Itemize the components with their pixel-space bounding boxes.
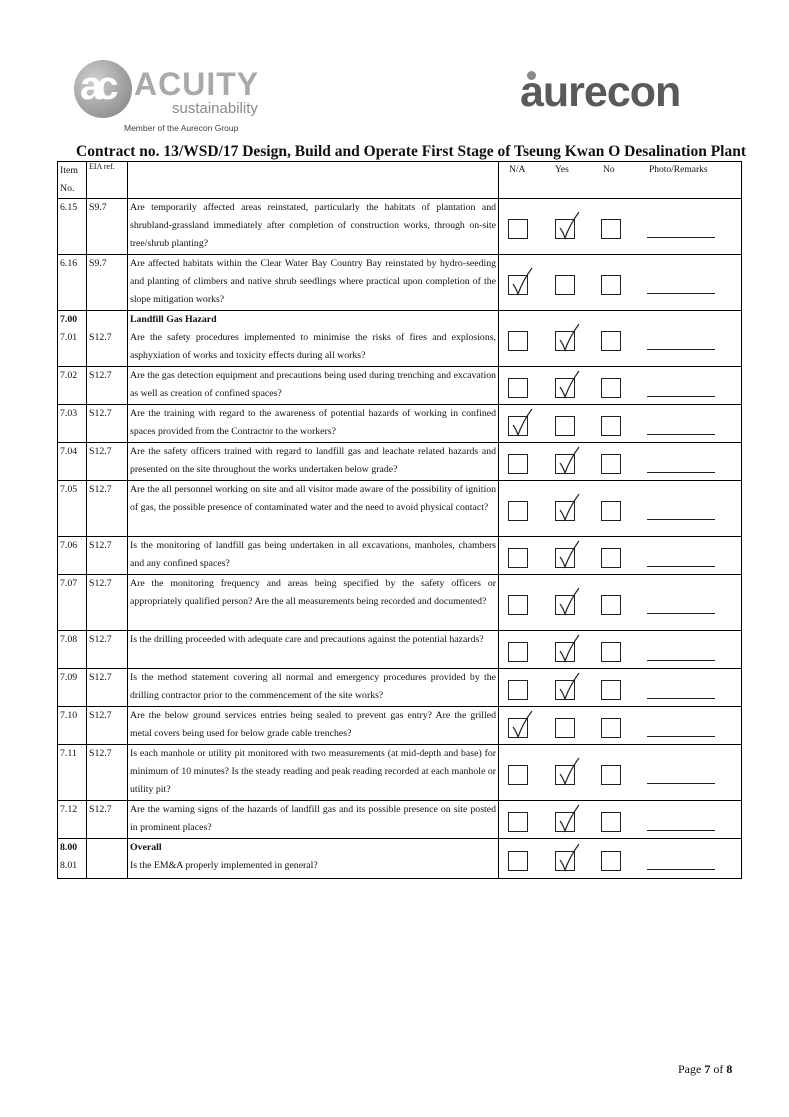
item-number-text: 7.02 <box>60 370 78 381</box>
item-number-text: 7.08 <box>60 634 78 645</box>
remarks-line[interactable] <box>647 519 715 520</box>
acs-logo-letters: ac <box>80 64 113 108</box>
eia-ref-text: S9.7 <box>89 258 107 269</box>
table-row <box>58 405 742 443</box>
aurecon-logo: aurecon <box>520 68 681 116</box>
answer-cell <box>499 839 742 879</box>
question-body: Is the monitoring of landfill gas being undertaken in all excavations, manholes, chambers and any confined spaces? <box>130 540 496 569</box>
eia-ref <box>87 537 128 575</box>
yes-checkbox[interactable] <box>555 454 575 474</box>
sustainability-wordmark: sustainability <box>172 100 258 117</box>
item-number-text: 7.11 <box>60 748 77 759</box>
question-body: Are the safety procedures implemented to minimise the risks of fires and explosions, asphyxiation of works and toxicity effects during all works? <box>130 332 496 361</box>
eia-ref-text: S12.7 <box>89 332 112 343</box>
yes-checkbox[interactable] <box>555 219 575 239</box>
no-checkbox[interactable] <box>601 812 621 832</box>
remarks-line[interactable] <box>647 698 715 699</box>
yes-checkbox[interactable] <box>555 275 575 295</box>
eia-ref-text: S12.7 <box>89 710 112 721</box>
table-row <box>58 631 742 669</box>
na-checkbox[interactable] <box>508 718 528 738</box>
item-number-text: 7.03 <box>60 408 78 419</box>
eia-ref-text: S12.7 <box>89 540 112 551</box>
eia-ref <box>87 199 128 255</box>
eia-ref <box>87 707 128 745</box>
eia-ref <box>87 311 128 367</box>
section-title: Landfill Gas Hazard <box>130 314 217 325</box>
no-checkbox[interactable] <box>601 416 621 436</box>
question-text <box>128 537 499 575</box>
item-number <box>58 631 87 669</box>
eia-ref <box>87 669 128 707</box>
eia-ref-text: S12.7 <box>89 748 112 759</box>
no-checkbox[interactable] <box>601 595 621 615</box>
question-body: Is the EM&A properly implemented in general? <box>130 860 318 871</box>
no-checkbox[interactable] <box>601 680 621 700</box>
answer-cell <box>499 199 742 255</box>
item-number-text: 7.07 <box>60 578 78 589</box>
na-checkbox[interactable] <box>508 765 528 785</box>
question-text <box>128 631 499 669</box>
question-body: Are the all personnel working on site and all visitor made aware of the possibility of ignition of gas, the possible presence of contaminated water and the need to avoid physical contact? <box>130 484 496 513</box>
item-number <box>58 443 87 481</box>
answer-cell <box>499 443 742 481</box>
yes-checkbox[interactable] <box>555 378 575 398</box>
item-number <box>58 669 87 707</box>
remarks-line[interactable] <box>647 736 715 737</box>
question-body: Are the warning signs of the hazards of landfill gas and its possible presence on site posted in prominent places? <box>130 804 496 833</box>
item-number-text: 8.01 <box>60 860 78 871</box>
yes-checkbox[interactable] <box>555 851 575 871</box>
item-number <box>58 311 87 367</box>
question-body: Are the safety officers trained with regard to landfill gas and leachate related hazards and presented on the site throughout the works undertaken below grade? <box>130 446 496 475</box>
no-checkbox[interactable] <box>601 219 621 239</box>
checkmark-icon <box>557 633 581 663</box>
na-checkbox[interactable] <box>508 548 528 568</box>
eia-ref-text: S12.7 <box>89 634 112 645</box>
checkmark-icon <box>557 492 581 522</box>
checkmark-icon <box>557 210 581 240</box>
answer-cell <box>499 575 742 631</box>
checkmark-icon <box>557 369 581 399</box>
eia-ref <box>87 405 128 443</box>
no-checkbox[interactable] <box>601 275 621 295</box>
item-number-text: 7.06 <box>60 540 78 551</box>
table-row <box>58 707 742 745</box>
eia-ref-text: S12.7 <box>89 578 112 589</box>
no-checkbox[interactable] <box>601 331 621 351</box>
question-text <box>128 839 499 879</box>
remarks-line[interactable] <box>647 396 715 397</box>
item-number <box>58 367 87 405</box>
member-of-group-text: Member of the Aurecon Group <box>124 123 239 133</box>
yes-checkbox[interactable] <box>555 642 575 662</box>
yes-column-header: Yes <box>555 165 569 175</box>
eia-ref <box>87 443 128 481</box>
answer-columns-header <box>499 162 742 199</box>
eia-ref-text: S12.7 <box>89 446 112 457</box>
yes-checkbox[interactable] <box>555 680 575 700</box>
checkmark-icon <box>557 586 581 616</box>
checkmark-icon <box>557 842 581 872</box>
answer-cell <box>499 801 742 839</box>
question-text <box>128 669 499 707</box>
eia-ref-text: S12.7 <box>89 484 112 495</box>
item-number-text: 7.10 <box>60 710 78 721</box>
no-checkbox[interactable] <box>601 851 621 871</box>
remarks-line[interactable] <box>647 237 715 238</box>
remarks-line[interactable] <box>647 830 715 831</box>
question-body: Is each manhole or utility pit monitored with two measurements (at mid-depth and base) for minimum of 10 minutes? Is the steady reading and peak reading recorded at each manhole or utility pit? <box>130 748 496 795</box>
na-checkbox[interactable] <box>508 454 528 474</box>
page-number: Page 7 of 8 <box>678 1062 733 1076</box>
table-row <box>58 481 742 537</box>
eia-ref <box>87 801 128 839</box>
na-checkbox[interactable] <box>508 219 528 239</box>
answer-cell <box>499 255 742 311</box>
eia-ref-text: S9.7 <box>89 202 107 213</box>
eia-ref <box>87 255 128 311</box>
na-checkbox[interactable] <box>508 331 528 351</box>
no-checkbox[interactable] <box>601 501 621 521</box>
remarks-line[interactable] <box>647 349 715 350</box>
eia-ref <box>87 367 128 405</box>
question-body: Are the monitoring frequency and areas being specified by the safety officers or appropriately qualified person? Are the all measurements being recorded and documented? <box>130 578 496 607</box>
no-checkbox[interactable] <box>601 718 621 738</box>
table-row <box>58 575 742 631</box>
na-checkbox[interactable] <box>508 378 528 398</box>
item-number-text: 6.16 <box>60 258 78 269</box>
question-text <box>128 367 499 405</box>
question-text <box>128 745 499 801</box>
eia-ref-text: S12.7 <box>89 804 112 815</box>
yes-checkbox[interactable] <box>555 548 575 568</box>
item-number <box>58 255 87 311</box>
na-checkbox[interactable] <box>508 680 528 700</box>
answer-cell <box>499 745 742 801</box>
na-checkbox[interactable] <box>508 501 528 521</box>
answer-cell <box>499 367 742 405</box>
question-body: Are affected habitats within the Clear Water Bay Country Bay reinstated by hydro-seeding and planting of climbers and native shrub seedlings where practical upon completion of the slope mitigation works? <box>130 258 496 305</box>
item-number <box>58 575 87 631</box>
yes-checkbox[interactable] <box>555 416 575 436</box>
question-body: Is the method statement covering all normal and emergency procedures provided by the drilling contractor prior to the commencement of the site works? <box>130 672 496 701</box>
item-number <box>58 801 87 839</box>
na-checkbox[interactable] <box>508 595 528 615</box>
table-row <box>58 367 742 405</box>
table-row <box>58 839 742 879</box>
table-row <box>58 199 742 255</box>
question-text <box>128 575 499 631</box>
acuity-logo <box>72 60 272 140</box>
answer-cell <box>499 631 742 669</box>
eia-ref <box>87 575 128 631</box>
no-checkbox[interactable] <box>601 642 621 662</box>
question-body: Are the gas detection equipment and precautions being used during trenching and excavation as well as creation of confined spaces? <box>130 370 496 399</box>
remarks-column-header: Photo/Remarks <box>649 165 708 175</box>
checkmark-icon <box>510 709 534 739</box>
table-row <box>58 443 742 481</box>
remarks-line[interactable] <box>647 783 715 784</box>
item-number <box>58 707 87 745</box>
item-number-text: 6.15 <box>60 202 78 213</box>
remarks-line[interactable] <box>647 613 715 614</box>
checkmark-icon <box>557 322 581 352</box>
question-text <box>128 255 499 311</box>
eia-ref <box>87 839 128 879</box>
item-no-header: Item No. <box>58 162 87 199</box>
remarks-line[interactable] <box>647 566 715 567</box>
answer-cell <box>499 537 742 575</box>
yes-checkbox[interactable] <box>555 812 575 832</box>
checkmark-icon <box>557 671 581 701</box>
eia-ref-text: S12.7 <box>89 408 112 419</box>
question-body: Are the training with regard to the awareness of potential hazards of working in confined spaces provided from the Contractor to the workers? <box>130 408 496 437</box>
item-number-text: 7.05 <box>60 484 78 495</box>
answer-cell <box>499 707 742 745</box>
item-number-text: 7.01 <box>60 332 78 343</box>
section-title: Overall <box>130 842 162 853</box>
table-row <box>58 669 742 707</box>
remarks-line[interactable] <box>647 293 715 294</box>
na-column-header: N/A <box>509 165 526 175</box>
contract-title: Contract no. 13/WSD/17 Design, Build and Operate First Stage of Tseung Kwan O Desalination Plant <box>76 143 747 160</box>
no-checkbox[interactable] <box>601 454 621 474</box>
question-body: Is the drilling proceeded with adequate care and precautions against the potential hazards? <box>130 634 484 645</box>
item-number <box>58 537 87 575</box>
section-number: 7.00 <box>60 314 78 325</box>
section-number: 8.00 <box>60 842 78 853</box>
question-text <box>128 481 499 537</box>
answer-cell <box>499 311 742 367</box>
yes-checkbox[interactable] <box>555 501 575 521</box>
eia-ref <box>87 745 128 801</box>
table-row <box>58 745 742 801</box>
eia-ref-header: EIA ref. <box>87 162 128 199</box>
no-checkbox[interactable] <box>601 378 621 398</box>
item-number-text: 7.12 <box>60 804 78 815</box>
question-text <box>128 443 499 481</box>
item-number <box>58 405 87 443</box>
checkmark-icon <box>510 266 534 296</box>
item-number-text: 7.09 <box>60 672 78 683</box>
table-row <box>58 801 742 839</box>
answer-cell <box>499 669 742 707</box>
na-checkbox[interactable] <box>508 812 528 832</box>
eia-ref <box>87 631 128 669</box>
header-row <box>58 162 742 199</box>
table-row <box>58 255 742 311</box>
table-row <box>58 537 742 575</box>
question-text <box>128 405 499 443</box>
item-number <box>58 745 87 801</box>
checkmark-icon <box>557 756 581 786</box>
question-body: Are temporarily affected areas reinstated, particularly the habitats of plantation and shrubland-grassland immediately after completion of construction works, through on-site tree/shrub planting? <box>130 202 496 249</box>
eia-ref <box>87 481 128 537</box>
answer-cell <box>499 481 742 537</box>
item-number <box>58 481 87 537</box>
question-text <box>128 707 499 745</box>
na-checkbox[interactable] <box>508 416 528 436</box>
item-number-text: 7.04 <box>60 446 78 457</box>
yes-checkbox[interactable] <box>555 331 575 351</box>
no-checkbox[interactable] <box>601 548 621 568</box>
question-text <box>128 801 499 839</box>
checkmark-icon <box>557 445 581 475</box>
question-header <box>128 162 499 199</box>
question-body: Are the below ground services entries being sealed to prevent gas entry? Are the grilled metal covers being used for below grade cable trenches? <box>130 710 496 739</box>
remarks-line[interactable] <box>647 660 715 661</box>
question-text <box>128 311 499 367</box>
no-column-header: No <box>603 165 615 175</box>
item-number <box>58 839 87 879</box>
table-row <box>58 311 742 367</box>
na-checkbox[interactable] <box>508 642 528 662</box>
answer-cell <box>499 405 742 443</box>
na-checkbox[interactable] <box>508 851 528 871</box>
remarks-line[interactable] <box>647 434 715 435</box>
no-checkbox[interactable] <box>601 765 621 785</box>
acuity-wordmark: ACUITY <box>134 66 260 102</box>
checkmark-icon <box>510 407 534 437</box>
yes-checkbox[interactable] <box>555 765 575 785</box>
checkmark-icon <box>557 803 581 833</box>
na-checkbox[interactable] <box>508 275 528 295</box>
question-text <box>128 199 499 255</box>
yes-checkbox[interactable] <box>555 595 575 615</box>
checklist-table <box>57 161 742 879</box>
eia-ref-text: S12.7 <box>89 370 112 381</box>
remarks-line[interactable] <box>647 869 715 870</box>
eia-ref-text: S12.7 <box>89 672 112 683</box>
checkmark-icon <box>557 539 581 569</box>
yes-checkbox[interactable] <box>555 718 575 738</box>
remarks-line[interactable] <box>647 472 715 473</box>
item-number <box>58 199 87 255</box>
